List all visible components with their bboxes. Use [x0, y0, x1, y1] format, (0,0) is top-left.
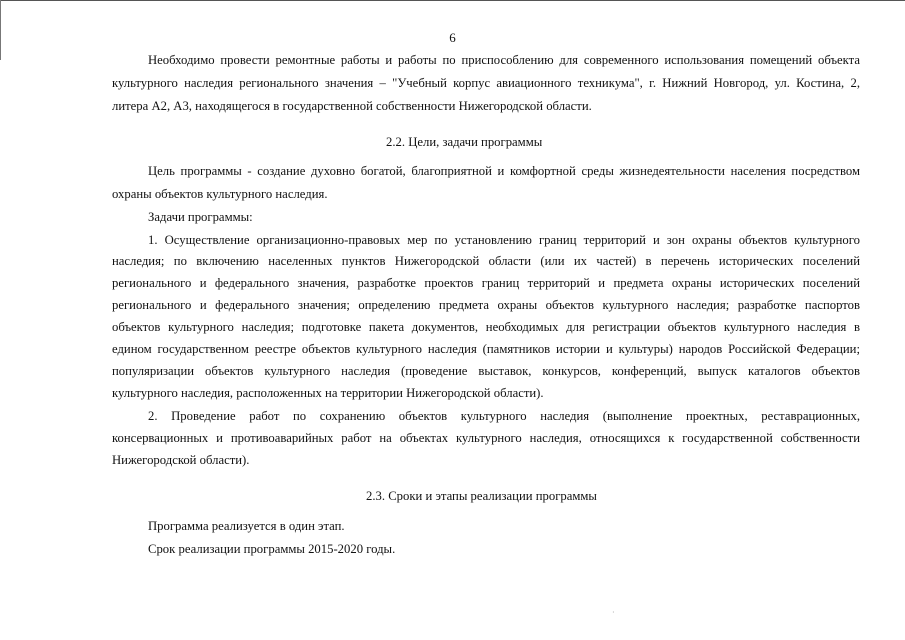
intro-line-3: литера А2, А3, находящегося в государственной собственности Нижегородской области. [112, 99, 592, 113]
stages-line: Программа реализуется в один этап. [148, 519, 345, 533]
tasks-heading: Задачи программы: [148, 210, 253, 224]
intro-line-1: Необходимо провести ремонтные работы и работы по приспособлению для современного использования помещений объекта [148, 53, 860, 67]
term-line: Срок реализации программы 2015-2020 годы. [148, 542, 396, 556]
task2-line-3: Нижегородской области). [112, 453, 250, 467]
page-number: 6 [449, 30, 456, 45]
intro-line-2: культурного наследия регионального значения – "Учебный корпус авиационного техникума", г. Нижний Новгород, ул. Костина, 2, [112, 76, 860, 90]
scan-artifact-mark: · [612, 608, 615, 617]
task1-line-7: популяризации объектов культурного наследия (проведение выставок, конкурсов, конференций, выпуск каталогов объектов [112, 364, 860, 378]
task1-line-5: объектов культурного наследия; подготовке пакета документов, необходимых для регистрации объектов культурного наследия в [112, 320, 860, 334]
task1-line-3: регионального и федерального значения, разработке проектов границ территорий и предмета охраны исторических поселений [112, 276, 860, 290]
scan-edge-top [0, 0, 905, 1]
task1-line-6: едином государственном реестре объектов культурного наследия (памятников истории и культуры) народов Российской Федерации; [112, 342, 860, 356]
section-heading-2-3: 2.3. Сроки и этапы реализации программы [366, 489, 597, 503]
task1-line-2: наследия; по включению населенных пунктов Нижегородской области (или их частей) в перечень исторических поселений [112, 254, 860, 268]
task1-line-4: регионального и федерального значения; определению предмета охраны объектов культурного наследия; разработке паспортов [112, 298, 860, 312]
section-heading-2-2: 2.2. Цели, задачи программы [386, 135, 543, 149]
goal-line-1: Цель программы - создание духовно богатой, благоприятной и комфортной среды жизнедеятельности населения посредством [148, 164, 860, 178]
task2-line-1: 2. Проведение работ по сохранению объектов культурного наследия (выполнение проектных, реставрационных, [148, 409, 860, 423]
task1-line-1: 1. Осуществление организационно-правовых мер по установлению границ территорий и зон охраны объектов культурного [148, 233, 860, 247]
goal-line-2: охраны объектов культурного наследия. [112, 187, 328, 201]
task1-line-8: культурного наследия, расположенных на территории Нижегородской области). [112, 386, 544, 400]
task2-line-2: консервационных и противоаварийных работ на объектах культурного наследия, относящихся к государственной собственности [112, 431, 860, 445]
